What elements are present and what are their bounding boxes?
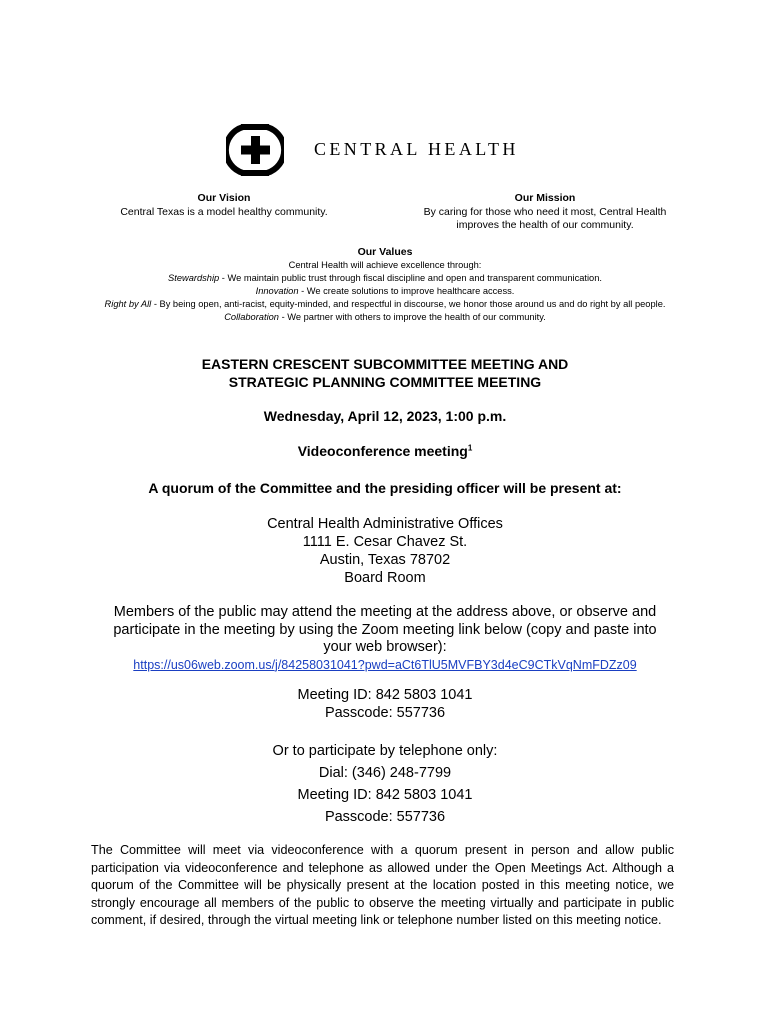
- zoom-credentials: [60, 686, 710, 722]
- meeting-format-text: Videoconference meeting: [297, 443, 468, 459]
- value-item: [60, 272, 710, 285]
- mission-block: [402, 192, 688, 233]
- value-text: - We create solutions to improve healthcare access.: [298, 286, 515, 296]
- meeting-address: [60, 515, 710, 587]
- address-line: Austin, Texas 78702: [319, 552, 451, 568]
- value-term: Innovation: [255, 286, 299, 296]
- public-text-line2: participate in the meeting by using the Zoom meeting link below (copy and paste into: [113, 621, 657, 638]
- logo-wordmark: CENTRAL HEALTH: [314, 139, 519, 159]
- public-text-line1: Members of the public may attend the meeting at the address above, or observe and: [113, 604, 657, 620]
- footnote-marker: 1: [467, 443, 473, 453]
- meeting-title-line1: EASTERN CRESCENT SUBCOMMITTEE MEETING AND: [201, 356, 569, 372]
- vision-heading: Our Vision: [197, 192, 251, 204]
- medical-cross-icon: [226, 121, 284, 179]
- mission-heading: Our Mission: [514, 192, 576, 204]
- mission-text-line2: improves the health of our community.: [456, 219, 634, 231]
- value-term: Right by All: [104, 299, 152, 309]
- meeting-notice-paragraph: The Committee will meet via videoconference with a quorum present in person and allow public participation via videoconference and telephone as allowed under the Open Meetings Act. Although a quorum of the Committee will be physically present at the location posted in this meeting notice, we strongly encourage all members of the public to observe the meeting virtually and participate in public comment, if desired, through the virtual meeting link or telephone number listed on this meeting notice.: [91, 843, 674, 928]
- value-item: [60, 298, 710, 311]
- dial-number: Dial: (346) 248-7799: [318, 765, 452, 781]
- value-item: [60, 311, 710, 324]
- meeting-title-line2: STRATEGIC PLANNING COMMITTEE MEETING: [228, 374, 542, 390]
- phone-meeting-id: Meeting ID: 842 5803 1041: [297, 787, 473, 803]
- address-line: 1111 E. Cesar Chavez St.: [302, 534, 468, 550]
- quorum-statement: A quorum of the Committee and the presiding officer will be present at:: [148, 480, 622, 496]
- value-term: Stewardship: [168, 273, 220, 283]
- vision-text: Central Texas is a model healthy community.: [120, 205, 328, 218]
- central-health-logo: [226, 121, 519, 179]
- phone-passcode: Passcode: 557736: [324, 809, 446, 825]
- meeting-id: Meeting ID: 842 5803 1041: [297, 687, 473, 703]
- zoom-link[interactable]: https://us06web.zoom.us/j/84258031041?pwd=aCt6TlU5MVFBY3d4eC9CTkVqNmFDZz09: [133, 657, 637, 672]
- address-line: Board Room: [344, 570, 426, 586]
- mission-text-line1: By caring for those who need it most, Central Health: [423, 205, 667, 218]
- public-text-line3: your web browser):: [323, 639, 447, 655]
- address-line: Central Health Administrative Offices: [267, 516, 503, 532]
- value-text: - By being open, anti-racist, equity-minded, and respectful in discourse, we honor those around us and do right by all people.: [151, 299, 666, 309]
- meeting-format: [60, 443, 710, 459]
- public-participation: [80, 604, 690, 674]
- phone-intro: Or to participate by telephone only:: [272, 743, 498, 759]
- passcode: Passcode: 557736: [324, 705, 446, 721]
- vision-block: [100, 192, 348, 219]
- values-block: [60, 246, 710, 324]
- values-intro: Central Health will achieve excellence through:: [288, 260, 482, 270]
- value-item: [60, 285, 710, 298]
- value-term: Collaboration: [224, 312, 279, 322]
- meeting-title: [60, 355, 710, 391]
- value-text: - We maintain public trust through fiscal discipline and open and transparent communication.: [219, 273, 602, 283]
- values-heading: Our Values: [357, 246, 413, 258]
- phone-participation: [60, 740, 710, 828]
- value-text: - We partner with others to improve the health of our community.: [278, 312, 546, 322]
- meeting-date: Wednesday, April 12, 2023, 1:00 p.m.: [263, 408, 507, 424]
